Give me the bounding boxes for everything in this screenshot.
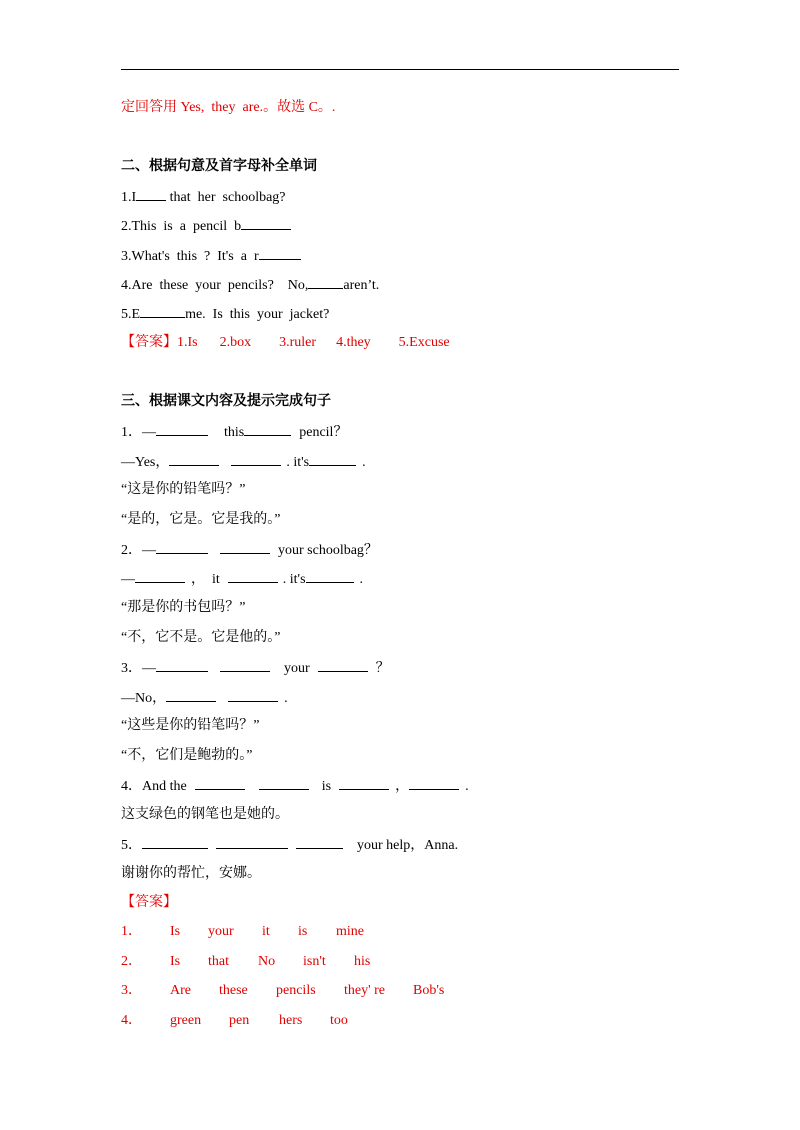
s3-answer-word: Is (170, 924, 181, 939)
s3-answer-word: hers (279, 1013, 303, 1028)
s3-text: 1．— (121, 425, 156, 440)
blank (169, 453, 219, 466)
s3-q1-line2 (121, 453, 366, 471)
s2-q1-text-a: 1.I (121, 190, 137, 205)
s2-answer-item: 3.ruler (279, 335, 317, 350)
s3-text: . it's (286, 455, 310, 470)
s3-text: . (284, 691, 288, 706)
blank (216, 836, 288, 849)
s3-text: . (359, 572, 364, 587)
s3-text: your (284, 661, 310, 676)
s3-answer-word: your (208, 924, 234, 939)
blank (195, 777, 245, 790)
s3-q4-zh: 这支绿色的钢笔也是她的。 (121, 807, 289, 822)
s3-text: ， (395, 779, 410, 794)
blank (309, 453, 356, 466)
s3-answer-label: 【答案】 (121, 895, 177, 910)
intro-explanation: 定回答用 Yes, they are.。故选 C。. (121, 100, 336, 115)
s3-answer-word: it (262, 924, 270, 939)
s3-answer-word: that (208, 954, 229, 969)
s2-answer-label: 【答案】 (121, 335, 177, 350)
blank (339, 777, 389, 790)
s3-answer-word: green (170, 1013, 202, 1028)
s2-question-2 (121, 217, 291, 235)
blank (318, 659, 368, 672)
s3-q2-zh1: “那是你的书包吗？” (121, 600, 246, 615)
s3-text: —Yes， (121, 455, 170, 470)
blank (156, 423, 208, 436)
blank (220, 659, 270, 672)
blank (220, 541, 270, 554)
blank (241, 217, 291, 230)
s3-text: —No， (121, 691, 167, 706)
blank (259, 777, 309, 790)
s3-text: your help，Anna. (357, 838, 459, 853)
s2-q4-text-b: aren’t. (343, 278, 380, 293)
s3-text: this (224, 425, 245, 440)
s2-q3-text-a: 3.What's this ? It's a r (121, 249, 259, 264)
s3-q1-zh2: “是的，它是。它是我的。” (121, 512, 281, 527)
s3-q3-line1 (121, 659, 390, 677)
s3-answer-word: No (258, 954, 276, 969)
blank (135, 570, 185, 583)
s3-q4-line1 (121, 777, 469, 795)
blank (166, 689, 216, 702)
s3-q2-line2 (121, 570, 363, 588)
s2-q5-text-a: 5.E (121, 307, 141, 322)
s2-answer-line (121, 335, 450, 351)
s3-text: . (362, 455, 366, 470)
s3-text: ？ (375, 661, 390, 676)
s3-text: pencil？ (299, 425, 348, 440)
s3-text: . it's (282, 572, 306, 587)
s3-text: ， it (191, 572, 220, 587)
s3-text: 5． (121, 838, 142, 853)
s3-answer-num: 3． (121, 983, 142, 998)
s3-answer-word: his (354, 954, 371, 969)
blank (140, 305, 185, 318)
s3-answer-word: Are (170, 983, 191, 998)
s2-q5-text-b: me. Is this your jacket? (185, 307, 330, 322)
s2-answer-item: 5.Excuse (398, 335, 450, 350)
s2-question-4 (121, 276, 379, 294)
s3-q5-line1 (121, 836, 458, 854)
blank (228, 570, 278, 583)
s3-answer-word: too (330, 1013, 348, 1028)
s2-question-3 (121, 247, 301, 265)
header-rule (121, 69, 679, 70)
s3-answer-num: 2． (121, 954, 142, 969)
s3-q2-line1 (121, 541, 378, 559)
s3-text: 3．— (121, 661, 156, 676)
blank (306, 570, 354, 583)
s3-answer-num: 4． (121, 1013, 142, 1028)
s3-answer-num: 1． (121, 924, 142, 939)
s3-q2-zh2: “不，它不是。它是他的。” (121, 630, 281, 645)
s3-answer-word: is (298, 924, 308, 939)
s3-answer-word: pen (229, 1013, 250, 1028)
section3-heading: 三、根据课文内容及提示完成句子 (121, 394, 331, 409)
s3-q3-line2 (121, 689, 288, 707)
s3-text: . (465, 779, 469, 794)
s3-q3-zh1: “这些是你的铅笔吗？” (121, 718, 260, 733)
s3-q1-line1 (121, 423, 347, 441)
s2-answer-item: 2.box (219, 335, 252, 350)
blank (228, 689, 278, 702)
blank (244, 423, 291, 436)
blank (259, 247, 301, 260)
s3-q5-zh: 谢谢你的帮忙，安娜。 (121, 866, 261, 881)
s2-answer-item: 4.they (336, 335, 371, 350)
s3-answer-word: isn't (303, 954, 326, 969)
s3-text: your schoolbag？ (278, 543, 378, 558)
s2-q2-text-a: 2.This is a pencil b (121, 219, 242, 234)
s3-answer-word: these (219, 983, 248, 998)
blank (231, 453, 281, 466)
s3-answer-word: pencils (276, 983, 316, 998)
section2-heading: 二、根据句意及首字母补全单词 (121, 159, 317, 174)
blank (142, 836, 208, 849)
s3-text: 2．— (121, 543, 156, 558)
s3-text: is (321, 779, 332, 794)
blank (156, 659, 208, 672)
blank (296, 836, 343, 849)
s2-q1-text-b: that her schoolbag? (166, 190, 286, 205)
s3-answer-word: Bob's (413, 983, 445, 998)
s3-q1-zh1: “这是你的铅笔吗？” (121, 482, 246, 497)
s3-text: 4．And the (121, 779, 187, 794)
s2-answer-item: 1.Is (177, 335, 198, 350)
s2-question-1 (121, 188, 286, 206)
s3-answer-word: they' re (344, 983, 386, 998)
s2-question-5 (121, 305, 329, 323)
s2-q4-text-a: 4.Are these your pencils? No, (121, 278, 309, 293)
s3-q3-zh2: “不，它们是鲍勃的。” (121, 748, 253, 763)
s3-text: — (121, 572, 135, 587)
blank (156, 541, 208, 554)
s3-answer-word: Is (170, 954, 181, 969)
blank (308, 276, 343, 289)
blank (136, 188, 166, 201)
blank (409, 777, 459, 790)
s3-answer-word: mine (336, 924, 364, 939)
